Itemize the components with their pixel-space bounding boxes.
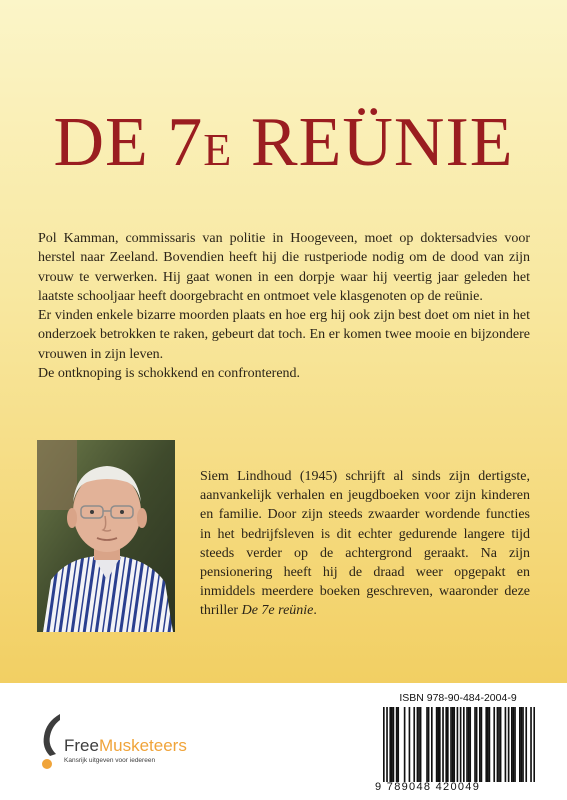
barcode-bar — [487, 707, 489, 782]
barcode-bar — [383, 707, 385, 782]
barcode-bar — [525, 707, 527, 782]
barcode-bar — [485, 707, 487, 782]
publisher-name-musketeers: Musketeers — [98, 736, 187, 755]
barcode-bar — [453, 707, 455, 782]
barcode-bar — [417, 707, 419, 782]
barcode-bar — [452, 707, 454, 782]
title-rest: REÜNIE — [232, 104, 514, 181]
barcode-bar — [497, 707, 499, 782]
barcode-bar — [466, 707, 468, 782]
barcode-bar — [409, 707, 411, 782]
author-photo — [37, 440, 175, 632]
barcode-bar — [468, 707, 470, 782]
barcode-bar — [447, 707, 449, 782]
book-title — [0, 103, 567, 190]
barcode-bar — [476, 707, 478, 782]
title-superscript: E — [203, 124, 233, 175]
barcode-bar — [420, 707, 422, 782]
barcode — [383, 707, 535, 782]
barcode-bar — [426, 707, 428, 782]
isbn-label: ISBN 978-90-484-2004-9 — [399, 692, 517, 704]
bio-end: . — [313, 603, 317, 619]
barcode-bar — [481, 707, 483, 782]
publisher-name-free: Free — [64, 736, 99, 755]
barcode-bar — [404, 707, 406, 782]
barcode-bar — [514, 707, 516, 782]
barcode-bar — [437, 707, 439, 782]
bio-text: Siem Lindhoud (1945) schrijft al sinds zijn dertigste, aanvankelijk verhalen en jeugdboeken voor zijn kinderen en familie. Door zijn steeds zwaarder wordende functies in het bedrijfsleven is dit echter gedurende langere tijd steeds verder op de achtergrond geraakt. Na zijn pensionering heeft hij de draad weer opgepakt en inmiddels meerdere boeken geschreven, waaronder deze thriller — [200, 469, 530, 619]
barcode-bar — [386, 707, 388, 782]
barcode-bar — [428, 707, 430, 782]
barcode-bar — [457, 707, 459, 782]
author-portrait-image — [37, 440, 175, 632]
barcode-bar — [439, 707, 441, 782]
barcode-bar — [511, 707, 513, 782]
barcode-bar — [396, 707, 398, 782]
barcode-bar — [418, 707, 420, 782]
barcode-bar — [519, 707, 521, 782]
barcode-bar — [391, 707, 393, 782]
barcode-bar — [463, 707, 465, 782]
barcode-bar — [522, 707, 524, 782]
author-bio — [200, 467, 530, 621]
barcode-bar — [389, 707, 391, 782]
barcode-bar — [489, 707, 491, 782]
synopsis — [38, 229, 530, 383]
publisher-logo-swirl-icon — [44, 714, 60, 756]
barcode-bar — [460, 707, 462, 782]
barcode-bar — [397, 707, 399, 782]
synopsis-paragraph: Er vinden enkele bizarre moorden plaats en hoe erg hij ook zijn best doet om niet in het onderzoek betrokken te raken, gebeurt dat toch. En er komen twee mooie en bijzondere vrouwen in zijn leven. — [38, 308, 530, 362]
synopsis-paragraph: De ontknoping is schokkend en confronterend. — [38, 366, 301, 382]
barcode-bar — [442, 707, 444, 782]
barcode-bar — [505, 707, 507, 782]
barcode-bar — [431, 707, 433, 782]
title-main: DE 7 — [53, 104, 204, 181]
barcode-bar — [479, 707, 481, 782]
barcode-bar — [521, 707, 523, 782]
synopsis-paragraph: Pol Kamman, commissaris van politie in Hoogeveen, moet op doktersadvies voor herstel naar Zeeland. Bovendien heeft hij die rustperiode nodig om de dood van zijn vrouw te verwerken. Hij gaat wonen in een dorpje waar hij veertig jaar geleden het laatste schooljaar heeft doorgebracht en ontmoet vele klasgenoten op de reünie. — [38, 231, 530, 304]
barcode-bar — [413, 707, 415, 782]
barcode-bar — [498, 707, 500, 782]
barcode-bar — [500, 707, 502, 782]
barcode-bar — [493, 707, 495, 782]
barcode-bar — [474, 707, 476, 782]
publisher-logo-dot-icon — [42, 759, 52, 769]
barcode-bar — [508, 707, 510, 782]
barcode-bar — [445, 707, 447, 782]
barcode-bar — [513, 707, 515, 782]
barcode-bar — [436, 707, 438, 782]
barcode-bar — [533, 707, 535, 782]
bio-book-title: De 7e reünie — [241, 603, 314, 619]
barcode-bar — [393, 707, 395, 782]
barcode-bar — [469, 707, 471, 782]
publisher-name — [64, 736, 187, 756]
barcode-digits: 9 789048 420049 — [375, 781, 481, 793]
barcode-bar — [530, 707, 532, 782]
barcode-bar — [450, 707, 452, 782]
publisher-tagline: Kansrijk uitgeven voor iedereen — [64, 757, 156, 764]
